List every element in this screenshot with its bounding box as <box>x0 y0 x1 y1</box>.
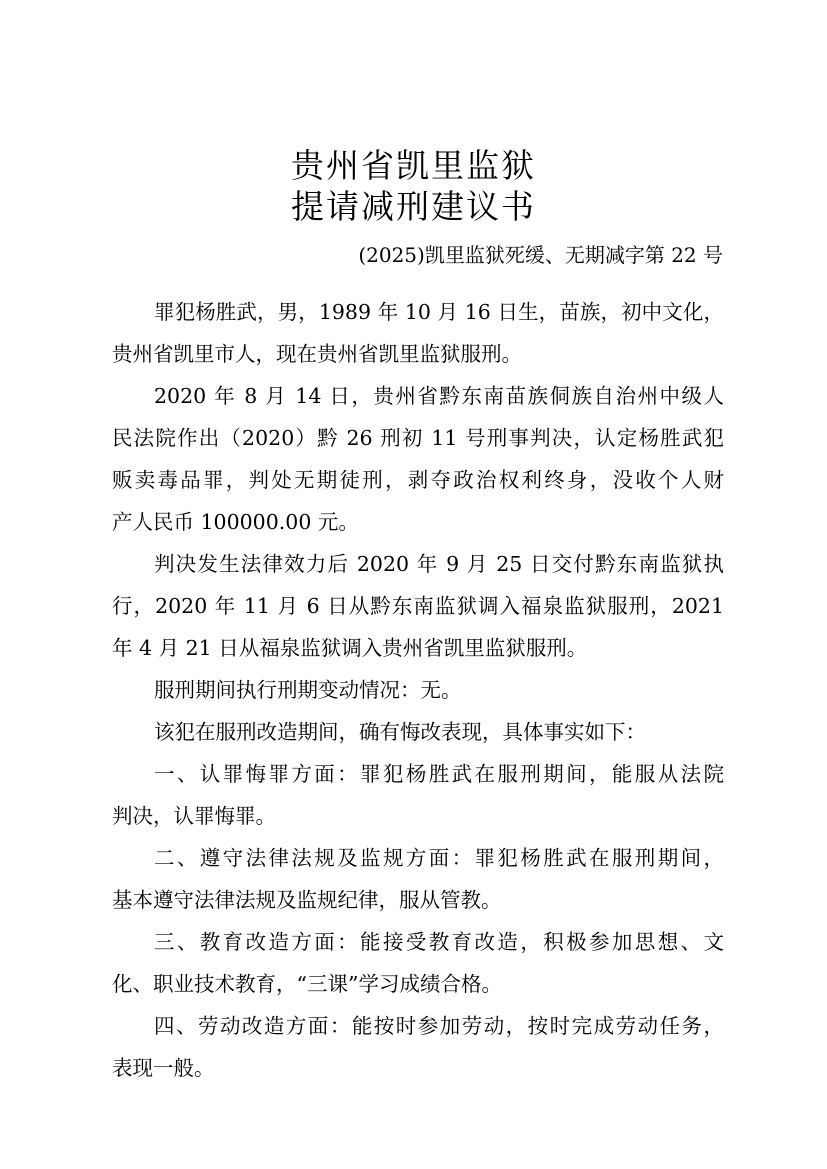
document-number: (2025)凯里监狱死缓、无期减字第 22 号 <box>358 243 723 267</box>
paragraph-3-line-3: 年 4 月 21 日从福泉监狱调入贵州省凯里监狱服刑。 <box>112 636 588 660</box>
paragraph-7-line-2: 基本遵守法律法规及监规纪律，服从管教。 <box>112 888 502 912</box>
paragraph-6-line-1: 一、认罪悔罪方面：罪犯杨胜武在服刑期间，能服从法院 <box>154 762 724 786</box>
paragraph-8-line-1: 三、教育改造方面：能接受教育改造，积极参加思想、文 <box>154 930 724 954</box>
paragraph-5-line-1: 该犯在服刑改造期间，确有悔改表现，具体事实如下： <box>154 720 646 744</box>
paragraph-1-line-2: 贵州省凯里市人，现在贵州省凯里监狱服刑。 <box>112 342 522 366</box>
paragraph-1-line-1: 罪犯杨胜武，男，1989 年 10 月 16 日生，苗族，初中文化， <box>154 300 724 324</box>
paragraph-3-line-2: 行，2020 年 11 月 6 日从黔东南监狱调入福泉监狱服刑，2021 <box>112 594 724 618</box>
paragraph-4-line-1: 服刑期间执行刑期变动情况：无。 <box>154 678 462 702</box>
paragraph-7-line-1: 二、遵守法律法规及监规方面：罪犯杨胜武在服刑期间， <box>154 846 724 870</box>
paragraph-2-line-4: 产人民币 100000.00 元。 <box>112 510 359 534</box>
paragraph-9-line-2: 表现一般。 <box>112 1056 215 1080</box>
document-title-line-1: 贵州省凯里监狱 <box>291 146 536 185</box>
paragraph-8-line-2: 化、职业技术教育，“三课”学习成绩合格。 <box>112 972 502 996</box>
paragraph-2-line-2: 民法院作出（2020）黔 26 刑初 11 号刑事判决，认定杨胜武犯 <box>112 426 724 450</box>
paragraph-9-line-1: 四、劳动改造方面：能按时参加劳动，按时完成劳动任务， <box>154 1014 724 1038</box>
paragraph-2-line-3: 贩卖毒品罪，判处无期徒刑，剥夺政治权利终身，没收个人财 <box>112 468 724 492</box>
paragraph-6-line-2: 判决，认罪悔罪。 <box>112 804 276 828</box>
document-title-line-2: 提请减刑建议书 <box>291 187 536 226</box>
paragraph-2-line-1: 2020 年 8 月 14 日，贵州省黔东南苗族侗族自治州中级人 <box>154 384 724 408</box>
paragraph-3-line-1: 判决发生法律效力后 2020 年 9 月 25 日交付黔东南监狱执 <box>154 552 724 576</box>
